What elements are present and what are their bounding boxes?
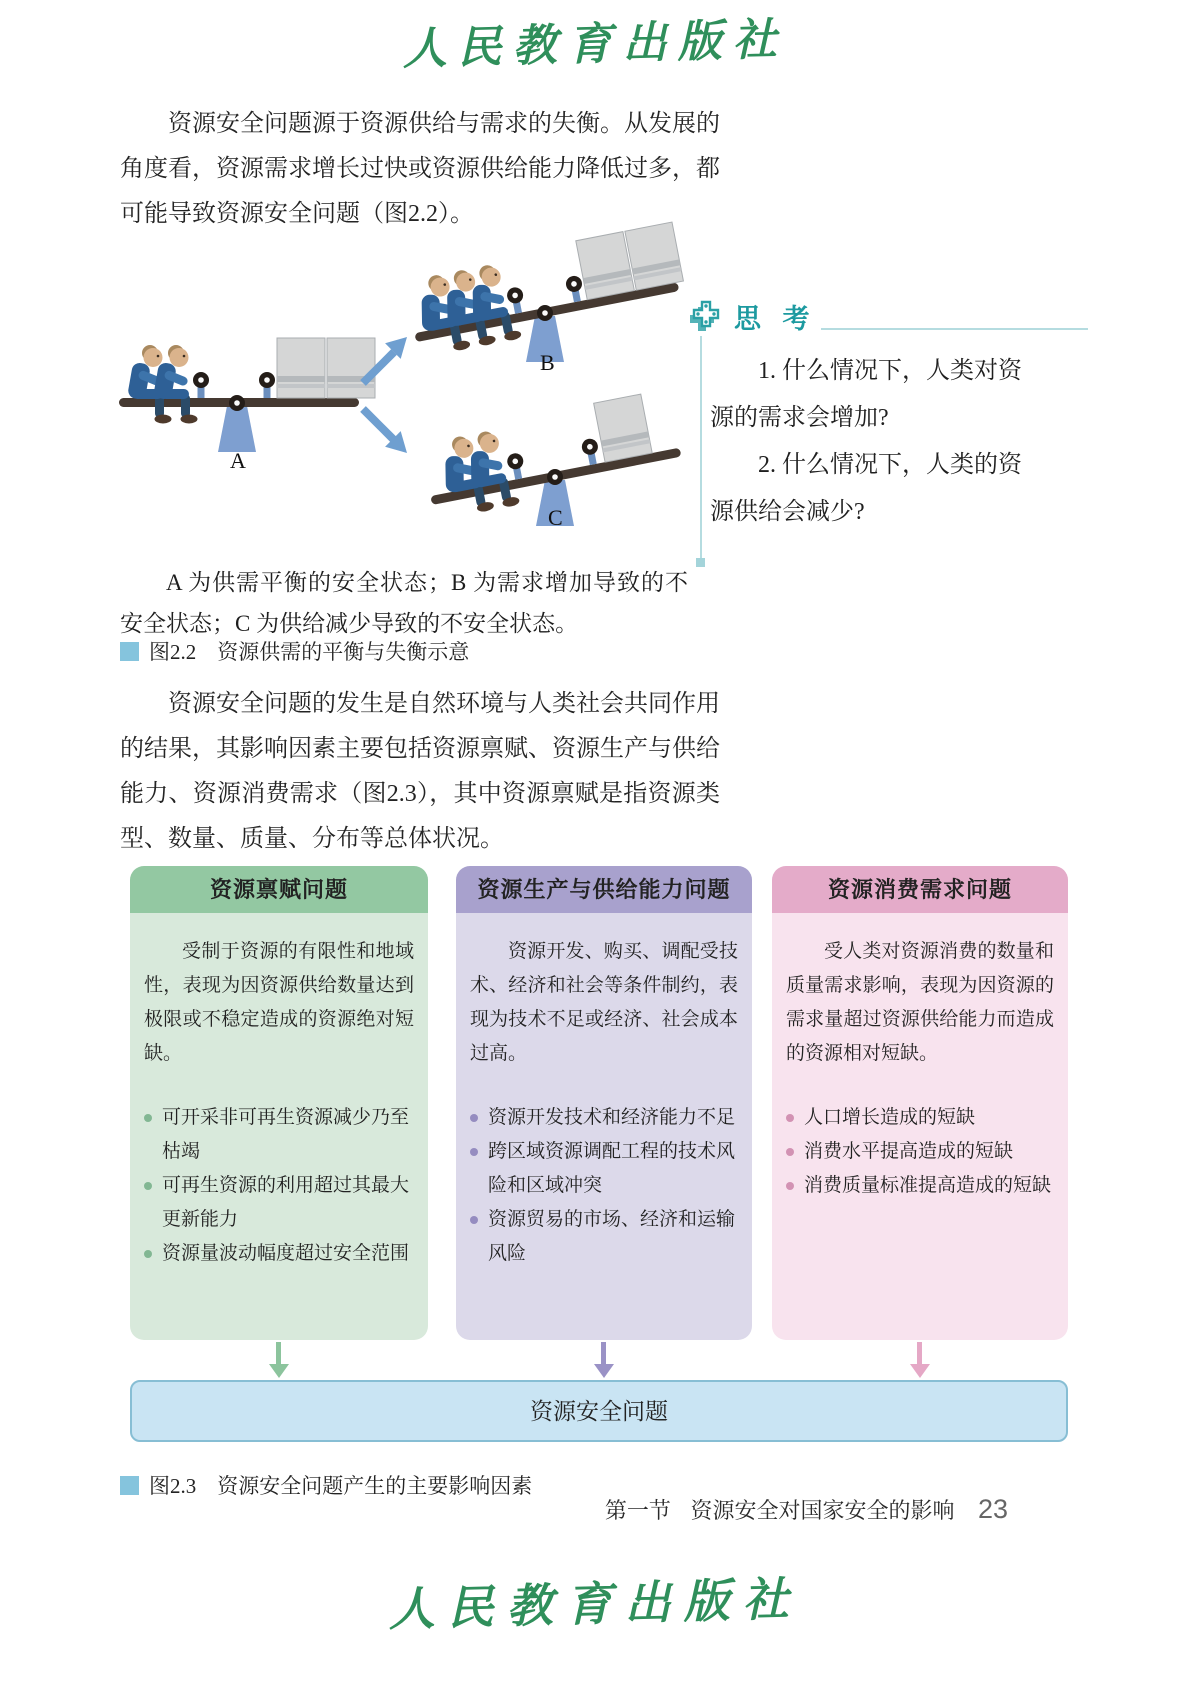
- factor-box-endowment-description: 受制于资源的有限性和地域性，表现为因资源供给数量达到极限或不稳定造成的资源绝对短缺。: [144, 941, 414, 1064]
- factor-box-endowment-body: [130, 913, 428, 1340]
- think-question-1: 1. 什么情况下，人类对资源的需求会增加?: [710, 358, 1022, 431]
- figure-2-3-caption-text: 图2.3 资源安全问题产生的主要影响因素: [149, 1474, 533, 1498]
- list-item: 可再生资源的利用超过其最大更新能力: [144, 1169, 414, 1237]
- factor-box-consumption-list: [786, 1101, 1054, 1203]
- think-box-header: [686, 294, 1088, 336]
- list-item: 资源量波动幅度超过安全范围: [144, 1237, 414, 1271]
- think-box: [686, 294, 1088, 562]
- figure-2-2-caption: [120, 636, 469, 666]
- factor-box-endowment: [130, 866, 428, 1340]
- footer-section: 第一节: [604, 1498, 671, 1523]
- factor-box-consumption-body: [772, 913, 1068, 1340]
- factor-box-endowment-title: 资源禀赋问题: [130, 866, 428, 913]
- think-question-2: 2. 什么情况下，人类的资源供给会减少?: [710, 452, 1022, 525]
- factor-box-production-description: 资源开发、购买、调配受技术、经济和社会等条件制约，表现为技术不足或经济、社会成本过高。: [470, 941, 738, 1064]
- publisher-logo-bottom: 人民教育出版社: [387, 1571, 803, 1637]
- list-item: 消费质量标准提高造成的短缺: [786, 1169, 1054, 1203]
- publisher-logo-top: 人民教育出版社: [402, 13, 789, 76]
- think-box-rule: [821, 328, 1088, 330]
- factor-box-production: [456, 866, 752, 1340]
- factor-box-production-body: [456, 913, 752, 1340]
- figure-2-2-caption-text: 图2.2 资源供需的平衡与失衡示意: [149, 640, 470, 664]
- list-item: 可开采非可再生资源减少乃至枯竭: [144, 1101, 414, 1169]
- factors-paragraph: 资源安全问题的发生是自然环境与人类社会共同作用的结果，其影响因素主要包括资源禀赋、资源生产与供给能力、资源消费需求（图2.3），其中资源禀赋是指资源类型、数量、质量、分布等总体状况。: [120, 691, 720, 852]
- page-number: 23: [977, 1494, 1008, 1524]
- list-item: 资源贸易的市场、经济和运输风险: [470, 1203, 738, 1271]
- list-item: 消费水平提高造成的短缺: [786, 1135, 1054, 1169]
- footer-chapter-title: 资源安全对国家安全的影响: [690, 1498, 955, 1523]
- factor-box-production-title: 资源生产与供给能力问题: [456, 866, 752, 913]
- think-box-title: 思 考: [734, 304, 817, 334]
- factor-box-endowment-list: [144, 1101, 414, 1271]
- down-arrow-pink-icon: [917, 1342, 922, 1364]
- down-arrow-green-icon: [276, 1342, 281, 1364]
- figure-2-2-illustration: [115, 225, 700, 555]
- caption-square-icon: [120, 1476, 139, 1495]
- list-item: 跨区域资源调配工程的技术风险和区域冲突: [470, 1135, 738, 1203]
- list-item: 资源开发技术和经济能力不足: [470, 1101, 738, 1135]
- interlocked-cross-icon: [686, 294, 726, 334]
- page-footer: [130, 1494, 1008, 1525]
- seesaw-label-a: A: [230, 448, 246, 473]
- seesaw-b-demand-up: [403, 222, 688, 362]
- seesaw-label-c: C: [548, 505, 563, 530]
- result-box: 资源安全问题: [130, 1380, 1068, 1442]
- list-item: 人口增长造成的短缺: [786, 1101, 1054, 1135]
- think-box-corner-dot: [696, 558, 705, 567]
- factor-box-production-list: [470, 1101, 738, 1271]
- caption-square-icon: [120, 642, 139, 661]
- intro-paragraph: 资源安全问题源于资源供给与需求的失衡。从发展的角度看，资源需求增长过快或资源供给能力降低过多，都可能导致资源安全问题（图2.2）。: [120, 111, 720, 227]
- think-box-body: [700, 336, 1088, 562]
- seesaw-label-b: B: [540, 350, 555, 375]
- factor-box-consumption-description: 受人类对资源消费的数量和质量需求影响，表现为因资源的需求量超过资源供给能力而造成的资源相对短缺。: [786, 941, 1054, 1064]
- seesaw-a-balanced: [119, 338, 375, 452]
- factor-box-consumption-title: 资源消费需求问题: [772, 866, 1068, 913]
- down-arrow-purple-icon: [601, 1342, 606, 1364]
- factor-box-consumption: [772, 866, 1068, 1340]
- figure-2-2-note: A 为供需平衡的安全状态；B 为需求增加导致的不安全状态；C 为供给减少导致的不安全状态。: [120, 570, 688, 636]
